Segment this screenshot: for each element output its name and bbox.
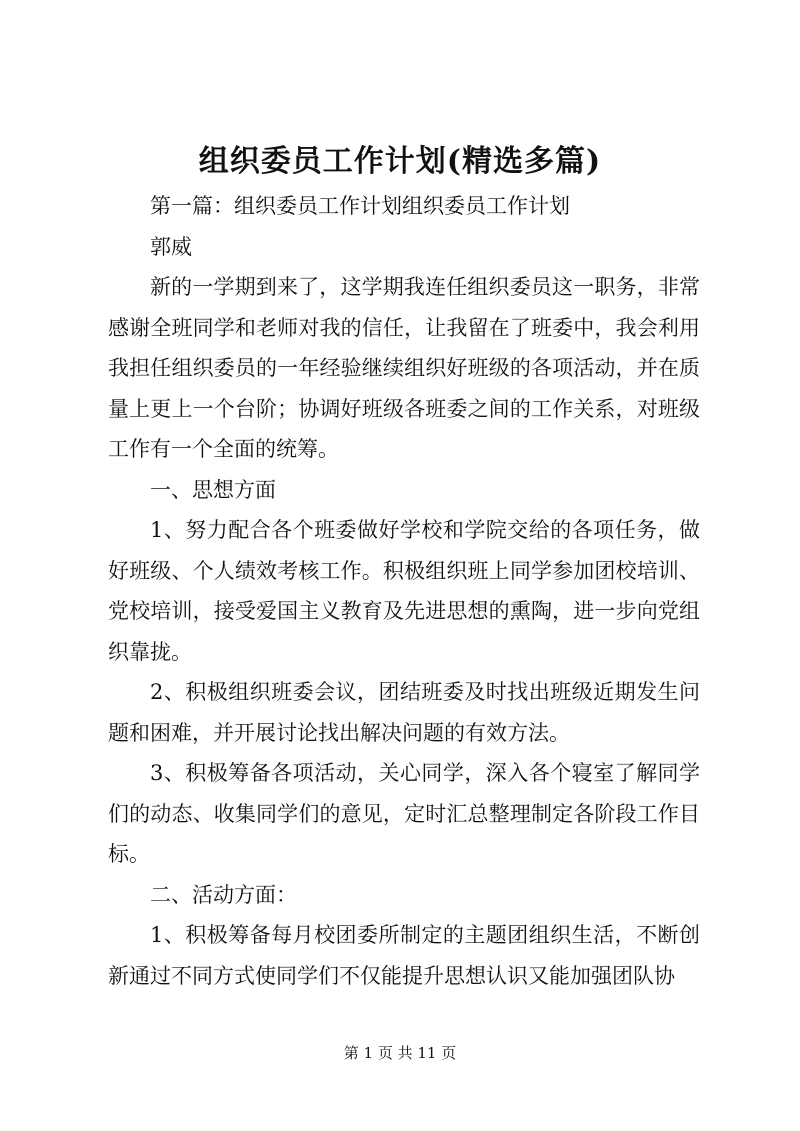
body-paragraph: 3、积极筹备各项活动，关心同学，深入各个寝室了解同学们的动态、收集同学们的意见，定时汇总整理制定各阶段工作目标。: [108, 761, 700, 866]
body-paragraph: 1、努力配合各个班委做好学校和学院交给的各项任务，做好班级、个人绩效考核工作。积极组织班上同学参加团校培训、党校培训，接受爱国主义教育及先进思想的熏陶，进一步向党组织靠拢。: [108, 518, 700, 664]
body-paragraph: 1、积极筹备每月校团委所制定的主题团组织生活，不断创新通过不同方式使同学们不仅能提升思想认识又能加强团队协: [108, 923, 700, 988]
section-heading: 一、思想方面: [150, 477, 276, 502]
page-title: 组织委员工作计划(精选多篇): [198, 144, 602, 179]
section-heading: 第一篇：组织委员工作计划组织委员工作计划: [150, 194, 570, 218]
body-paragraph: 新的一学期到来了，这学期我连任组织委员这一职务，非常感谢全班同学和老师对我的信任，让我留在了班委中，我会利用我担任组织委员的一年经验继续组织好班级的各项活动，并在质量上更上一个台阶；协调好班级各班委之间的工作关系，对班级工作有一个全面的统筹。: [108, 275, 700, 461]
author-name: 郭威: [150, 234, 192, 259]
body-paragraph: 2、积极组织班委会议，团结班委及时找出班级近期发生问题和困难，并开展讨论找出解决问题的有效方法。: [108, 680, 700, 745]
section-heading: 二、活动方面：: [150, 882, 297, 907]
document-body: [108, 186, 700, 996]
page-footer: 第 1 页 共 11 页: [343, 1044, 457, 1062]
